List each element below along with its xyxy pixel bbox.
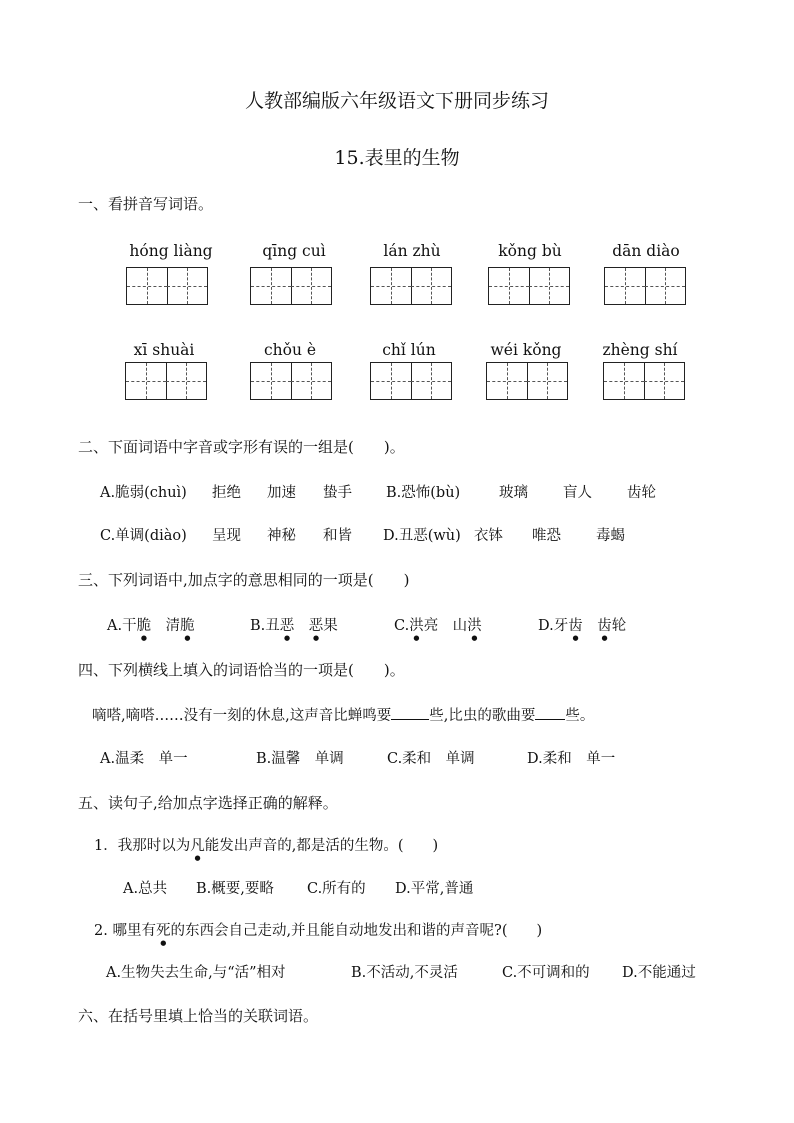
writing-grid[interactable]	[370, 362, 452, 400]
q2-option: D.不能通过	[622, 965, 696, 981]
option-c-word: 呈现	[212, 528, 241, 544]
s4-option: A.温柔 单一	[100, 751, 188, 767]
q2-option: C.不可调和的	[502, 965, 590, 981]
writing-grid[interactable]	[250, 362, 332, 400]
dotted-char: 死	[155, 923, 171, 939]
option-d-word: 唯恐	[532, 528, 561, 544]
pinyin-label: zhèng shí	[602, 341, 678, 359]
section-5-heading: 五、读句子,给加点字选择正确的解释。	[78, 794, 338, 812]
q1-option: B.概要,要略	[196, 881, 274, 897]
section-6-heading: 六、在括号里填上恰当的关联词语。	[78, 1007, 319, 1025]
option-a-word: 加速	[267, 485, 296, 501]
dotted-char: 恶	[279, 618, 295, 634]
option-d-word: 衣钵	[474, 528, 503, 544]
q1-option: D.平常,普通	[395, 881, 474, 897]
s5-question-2: 2. 哪里有死的东西会自己走动,并且能自动地发出和谐的声音呢?( )	[94, 923, 543, 939]
s3-option-a: A.干脆 清脆	[107, 618, 195, 634]
s4-option: B.温馨 单调	[256, 751, 344, 767]
dotted-char: 脆	[180, 618, 195, 634]
option-d-word: 毒蝎	[596, 528, 625, 544]
pinyin-label: qīng cuì	[262, 242, 326, 260]
writing-grid[interactable]	[250, 267, 332, 305]
option-b-word: 盲人	[563, 485, 592, 501]
dotted-char: 凡	[190, 838, 205, 854]
option-c-word: C.单调(diào)	[100, 528, 187, 544]
dotted-char: 恶	[308, 618, 324, 634]
writing-grid[interactable]	[603, 362, 685, 400]
blank-line[interactable]	[535, 705, 565, 720]
writing-grid[interactable]	[125, 362, 207, 400]
dotted-char: 洪	[409, 618, 424, 634]
pinyin-label: chǐ lún	[382, 341, 436, 359]
section-3-heading: 三、下列词语中,加点字的意思相同的一项是( )	[78, 571, 410, 589]
dotted-char: 齿	[568, 618, 583, 634]
s4-option: C.柔和 单调	[387, 751, 475, 767]
option-a-word: A.脆弱(chuì)	[100, 485, 187, 501]
dotted-char: 洪	[467, 618, 482, 634]
lesson-title: 15.表里的生物	[334, 147, 460, 169]
s3-option-d: D.牙齿 齿轮	[538, 618, 627, 634]
option-b-word: 齿轮	[627, 485, 656, 501]
option-b-word: 玻璃	[499, 485, 528, 501]
option-a-word: 拒绝	[212, 485, 241, 501]
option-a-word: 蛰手	[323, 485, 352, 501]
page-title: 人教部编版六年级语文下册同步练习	[244, 90, 549, 112]
pinyin-label: xī shuài	[133, 341, 195, 359]
section-2-heading: 二、下面词语中字音或字形有误的一组是( )。	[78, 438, 405, 456]
writing-grid[interactable]	[604, 267, 686, 305]
dotted-char: 齿	[597, 618, 612, 634]
pinyin-label: chǒu è	[263, 341, 317, 359]
pinyin-label: lán zhù	[383, 242, 441, 260]
section-4-heading: 四、下列横线上填入的词语恰当的一项是( )。	[78, 661, 405, 679]
q2-option: A.生物失去生命,与“活”相对	[106, 965, 286, 981]
s3-option-c: C.洪亮 山洪	[394, 618, 482, 634]
writing-grid[interactable]	[486, 362, 568, 400]
option-c-word: 神秘	[267, 528, 296, 544]
writing-grid[interactable]	[488, 267, 570, 305]
s4-option: D.柔和 单一	[527, 751, 616, 767]
s5-question-1: 1．我那时以为凡能发出声音的,都是活的生物。( )	[94, 838, 439, 854]
q1-option: C.所有的	[307, 881, 366, 897]
fill-blank-sentence: 嘀嗒,嘀嗒……没有一刻的休息,这声音比蝉鸣要 些,比虫的歌曲要 些。	[92, 704, 594, 725]
option-b-word: B.恐怖(bù)	[386, 485, 461, 501]
pinyin-label: kǒng bù	[498, 242, 562, 260]
s3-option-b: B.丑恶 恶果	[250, 618, 338, 634]
q2-option: B.不活动,不灵活	[351, 965, 458, 981]
blank-line[interactable]	[391, 705, 429, 720]
q1-option: A.总共	[123, 881, 168, 897]
pinyin-label: dān diào	[612, 242, 680, 260]
option-c-word: 和皆	[323, 528, 352, 544]
dotted-char: 脆	[136, 618, 152, 634]
writing-grid[interactable]	[126, 267, 208, 305]
option-d-word: D.丑恶(wù)	[383, 528, 461, 544]
pinyin-label: wéi kǒng	[490, 341, 562, 359]
writing-grid[interactable]	[370, 267, 452, 305]
section-1-heading: 一、看拼音写词语。	[78, 195, 214, 213]
pinyin-label: hóng liàng	[129, 242, 213, 260]
